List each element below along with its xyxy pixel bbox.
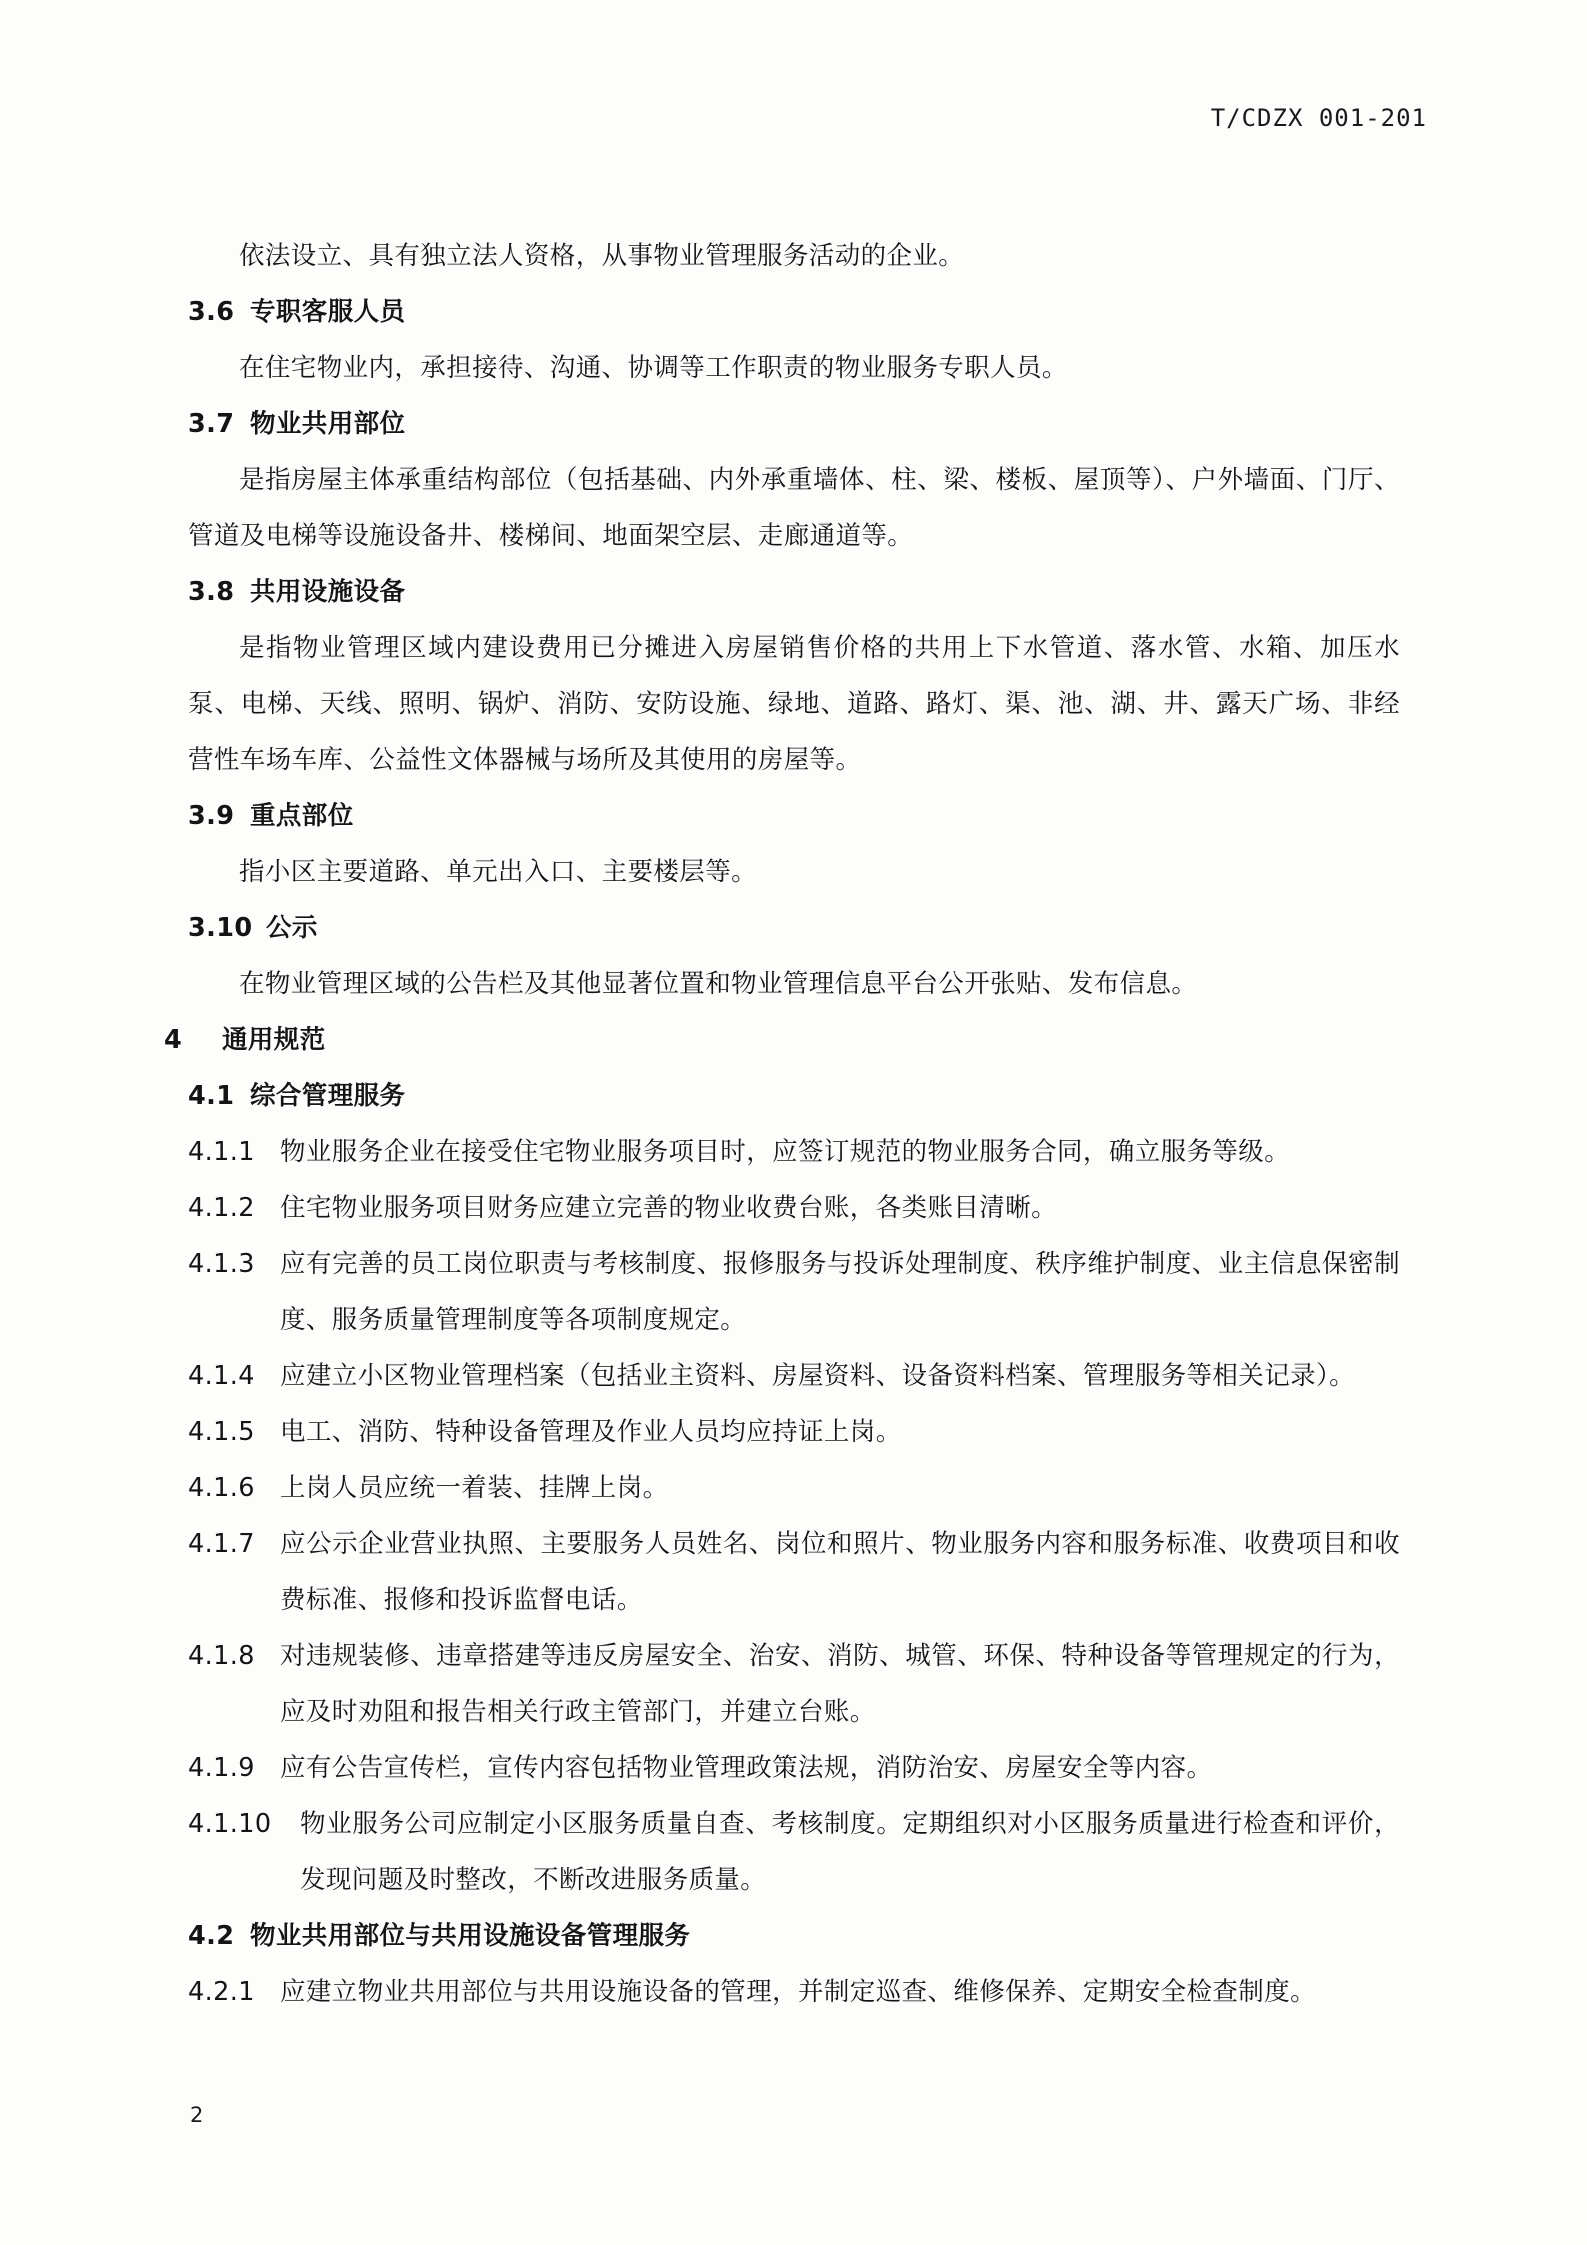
- page-header-standard-code: T/CDZX 001-201: [1210, 104, 1427, 132]
- numbered-clause: [188, 1628, 1400, 1740]
- heading-number: 3.10: [188, 913, 253, 943]
- paragraph: 指小区主要道路、单元出入口、主要楼层等。: [239, 857, 758, 887]
- numbered-clause: [188, 1516, 1400, 1628]
- clause-heading: [188, 284, 1400, 340]
- clause-number: 4.1.1: [188, 1137, 255, 1167]
- heading-text: 公示: [266, 913, 318, 943]
- heading-number: 3.9: [188, 801, 235, 831]
- heading-number: 3.7: [188, 409, 235, 439]
- numbered-clause: [188, 1460, 1400, 1516]
- clause-number: 4.1.10: [188, 1809, 272, 1839]
- heading-text: 通用规范: [222, 1025, 326, 1055]
- section-heading: [164, 1012, 1400, 1068]
- paragraph: 在物业管理区域的公告栏及其他显著位置和物业管理信息平台公开张贴、发布信息。: [239, 969, 1198, 999]
- paragraph: 是指物业管理区域内建设费用已分摊进入房屋销售价格的共用上下水管道、落水管、水箱、加压水泵、电梯、天线、照明、锅炉、消防、安防设施、绿地、道路、路灯、渠、池、湖、井、露天广场、非经营性车场车库、公益性文体器械与场所及其使用的房屋等。: [188, 633, 1400, 775]
- clause-number: 4.1.8: [188, 1641, 255, 1671]
- heading-text: 专职客服人员: [250, 297, 406, 327]
- numbered-clause: [188, 1796, 1400, 1908]
- heading-text: 物业共用部位: [250, 409, 406, 439]
- clause-text: 对违规装修、违章搭建等违反房屋安全、治安、消防、城管、环保、特种设备等管理规定的行为，应及时劝阻和报告相关行政主管部门，并建立台账。: [280, 1641, 1400, 1727]
- clause-text: 应公示企业营业执照、主要服务人员姓名、岗位和照片、物业服务内容和服务标准、收费项目和收费标准、报修和投诉监督电话。: [280, 1529, 1400, 1615]
- clause-heading: [188, 1908, 1400, 1964]
- clause-number: 4.1.6: [188, 1473, 255, 1503]
- clause-number: 4.2.1: [188, 1977, 255, 2007]
- numbered-clause: [188, 1180, 1400, 1236]
- clause-text: 应有公告宣传栏，宣传内容包括物业管理政策法规，消防治安、房屋安全等内容。: [280, 1753, 1213, 1783]
- clause-heading: [188, 396, 1400, 452]
- clause-text: 物业服务企业在接受住宅物业服务项目时，应签订规范的物业服务合同，确立服务等级。: [280, 1137, 1291, 1167]
- heading-number: 4.1: [188, 1081, 235, 1111]
- heading-text: 综合管理服务: [250, 1081, 406, 1111]
- numbered-clause: [188, 1404, 1400, 1460]
- numbered-clause: [188, 1124, 1400, 1180]
- heading-text: 重点部位: [250, 801, 354, 831]
- paragraph: 是指房屋主体承重结构部位（包括基础、内外承重墙体、柱、梁、楼板、屋顶等）、户外墙面、门厅、管道及电梯等设施设备井、楼梯间、地面架空层、走廊通道等。: [188, 465, 1400, 551]
- clause-text: 物业服务公司应制定小区服务质量自查、考核制度。定期组织对小区服务质量进行检查和评价，发现问题及时整改，不断改进服务质量。: [300, 1809, 1400, 1895]
- clause-number: 4.1.3: [188, 1249, 255, 1279]
- clause-number: 4.1.4: [188, 1361, 255, 1391]
- paragraph: 依法设立、具有独立法人资格，从事物业管理服务活动的企业。: [239, 241, 965, 271]
- numbered-clause: [188, 1964, 1400, 2020]
- clause-number: 4.1.5: [188, 1417, 255, 1447]
- heading-number: 4.2: [188, 1921, 235, 1951]
- heading-number: 3.6: [188, 297, 235, 327]
- clause-number: 4.1.7: [188, 1529, 255, 1559]
- paragraph: 在住宅物业内，承担接待、沟通、协调等工作职责的物业服务专职人员。: [239, 353, 1068, 383]
- clause-heading: [188, 788, 1400, 844]
- clause-text: 电工、消防、特种设备管理及作业人员均应持证上岗。: [280, 1417, 902, 1447]
- numbered-clause: [188, 1740, 1400, 1796]
- clause-number: 4.1.9: [188, 1753, 255, 1783]
- clause-heading: [188, 564, 1400, 620]
- document-body: [164, 228, 1400, 2020]
- numbered-clause: [188, 1348, 1400, 1404]
- heading-text: 物业共用部位与共用设施设备管理服务: [250, 1921, 691, 1951]
- clause-text: 应有完善的员工岗位职责与考核制度、报修服务与投诉处理制度、秩序维护制度、业主信息保密制度、服务质量管理制度等各项制度规定。: [280, 1249, 1400, 1335]
- clause-text: 应建立小区物业管理档案（包括业主资料、房屋资料、设备资料档案、管理服务等相关记录）。: [280, 1361, 1356, 1391]
- clause-heading: [188, 1068, 1400, 1124]
- page-number: 2: [190, 2103, 204, 2127]
- heading-number: 3.8: [188, 577, 235, 607]
- numbered-clause: [188, 1236, 1400, 1348]
- heading-text: 共用设施设备: [250, 577, 406, 607]
- clause-number: 4.1.2: [188, 1193, 255, 1223]
- heading-number: 4: [164, 1025, 183, 1055]
- clause-heading: [188, 900, 1400, 956]
- clause-text: 上岗人员应统一着装、挂牌上岗。: [280, 1473, 669, 1503]
- clause-text: 应建立物业共用部位与共用设施设备的管理，并制定巡查、维修保养、定期安全检查制度。: [280, 1977, 1317, 2007]
- clause-text: 住宅物业服务项目财务应建立完善的物业收费台账，各类账目清晰。: [280, 1193, 1058, 1223]
